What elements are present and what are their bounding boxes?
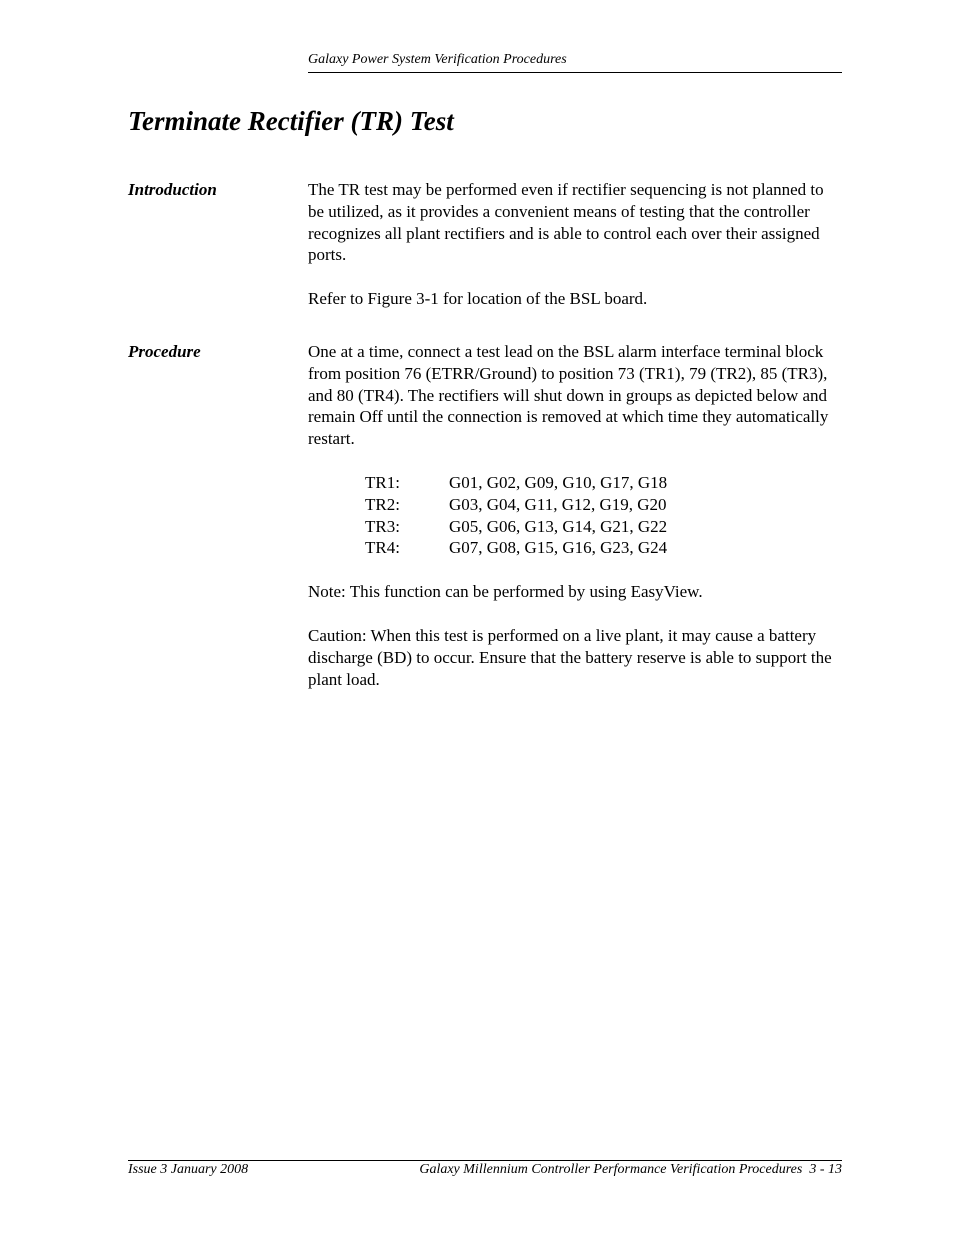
note-paragraph: Note: This function can be performed by using EasyView. (308, 582, 703, 601)
footer-issue: Issue 3 January 2008 (128, 1162, 249, 1177)
tr-label: TR1: (365, 473, 400, 492)
rectifier-group-table (365, 472, 667, 559)
introduction-body (308, 179, 842, 266)
figure-reference-paragraph: Refer to Figure 3-1 for location of the BSL board. (308, 289, 648, 308)
procedure-heading: Procedure (128, 342, 201, 361)
tr-rectifiers: G05, G06, G13, G14, G21, G22 (449, 516, 668, 536)
caution-text (308, 625, 842, 690)
page-title: Terminate Rectifier (TR) Test (128, 106, 454, 136)
caution-paragraph: Caution: When this test is performed on a live plant, it may cause a battery discharge (BD) to occur. Ensure that the battery reserve is able to support the plant load. (308, 626, 832, 689)
header-rule (308, 72, 842, 73)
tr-label: TR4: (365, 538, 400, 558)
tr-rectifiers: G03, G04, G11, G12, G19, G20 (449, 494, 667, 514)
procedure-body (308, 341, 842, 450)
introduction-heading: Introduction (128, 180, 217, 199)
running-header: Galaxy Power System Verification Procedures (308, 52, 567, 67)
table-row (365, 472, 667, 494)
figure-reference (308, 288, 842, 310)
tr-rectifiers: G01, G02, G09, G10, G17, G18 (449, 473, 668, 492)
table-row (365, 494, 667, 516)
tr-rectifiers: G07, G08, G15, G16, G23, G24 (449, 538, 668, 558)
page-number: 3 - 13 (809, 1162, 842, 1177)
footer-rule (128, 1160, 842, 1161)
footer-document-title: Galaxy Millennium Controller Performance Verification Procedures (419, 1162, 803, 1177)
tr-label: TR3: (365, 516, 400, 536)
tr-label: TR2: (365, 494, 400, 514)
table-row (365, 537, 667, 559)
introduction-paragraph: The TR test may be performed even if rectifier sequencing is not planned to be utilized, as it provides a convenient means of testing that the controller recognizes all plant rectifiers and is able to control each over their assigned ports. (308, 180, 824, 265)
note-text (308, 581, 842, 603)
procedure-paragraph: One at a time, connect a test lead on the BSL alarm interface terminal block from position 76 (ETRR/Ground) to position 73 (TR1), 79 (TR2), 85 (TR3), and 80 (TR4). The rectifiers will shut down in groups as depicted below and remain Off until the connection is removed at which time they automatically restart. (308, 342, 829, 449)
table-row (365, 516, 667, 538)
footer-right (419, 1162, 842, 1178)
